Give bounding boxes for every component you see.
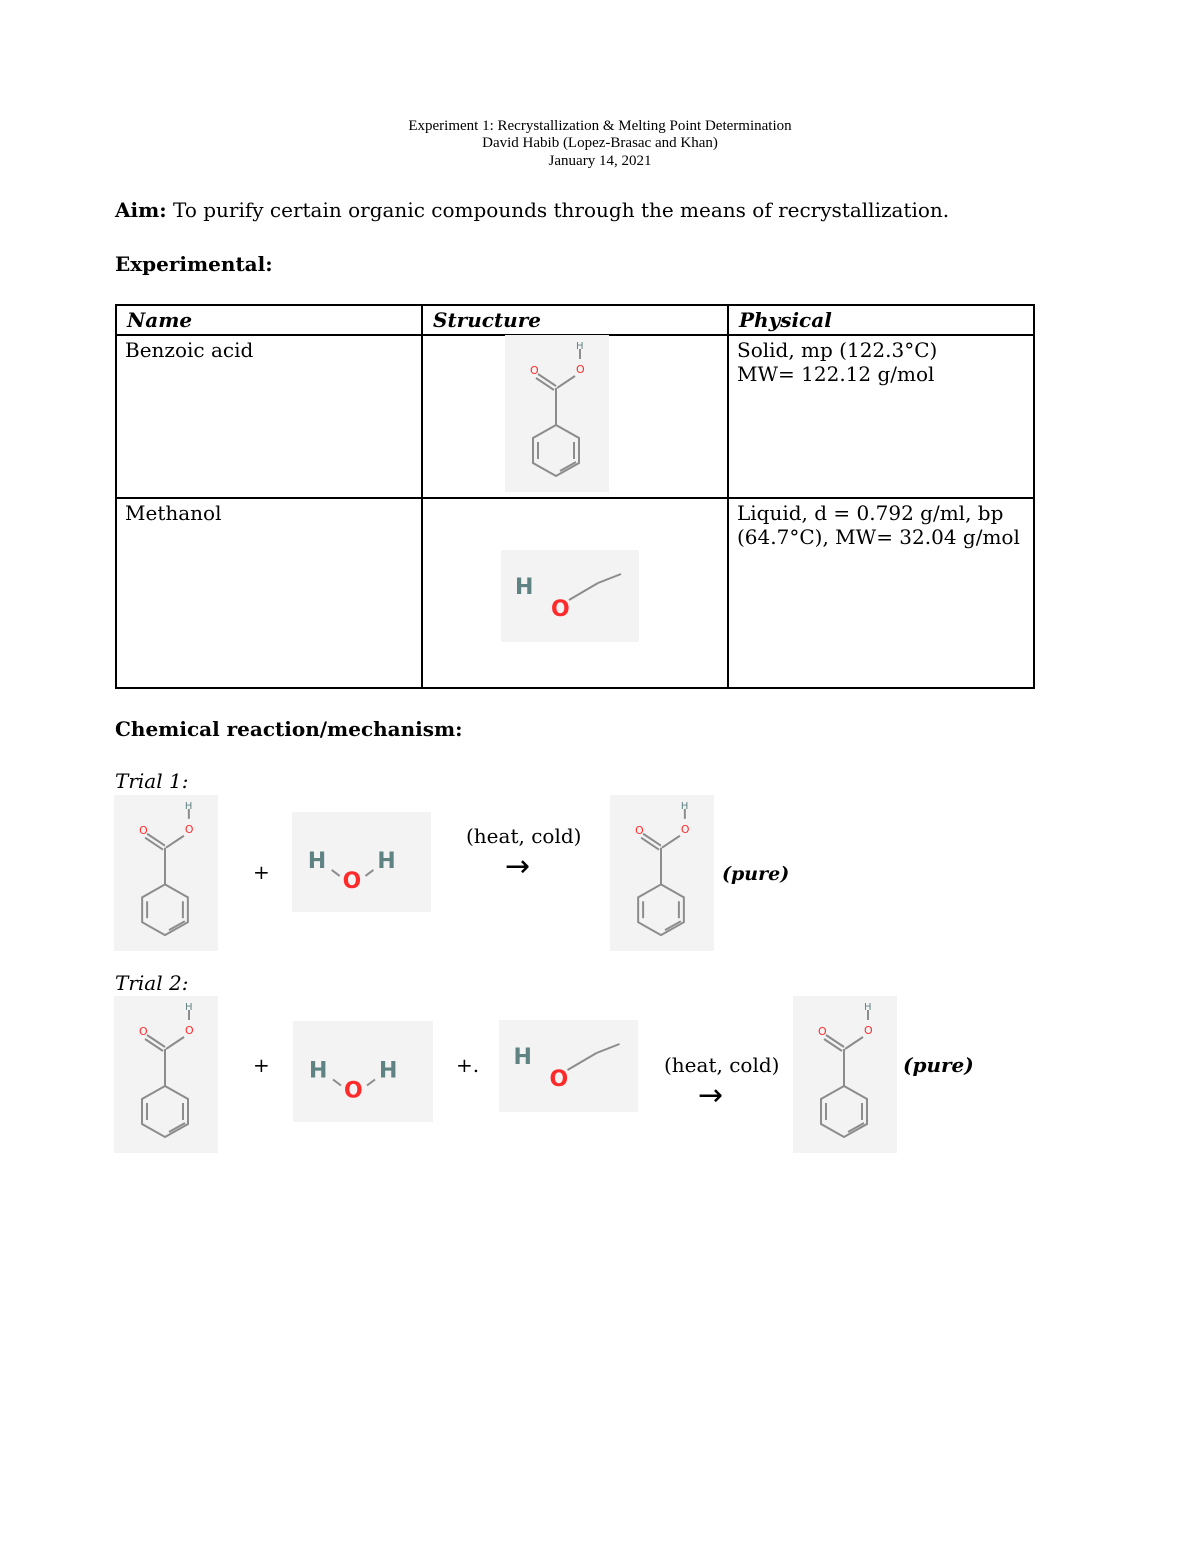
svg-text:H: H <box>184 800 193 812</box>
reaction-arrow-icon: → <box>698 1078 724 1113</box>
trial-1-label: Trial 1: <box>115 769 189 793</box>
document-date: January 14, 2021 <box>548 153 652 169</box>
column-header-name: Name <box>116 305 422 335</box>
benzoic-acid-structure-icon <box>610 795 714 951</box>
aim-label: Aim: <box>115 198 167 222</box>
reaction-arrow-icon: → <box>505 849 531 884</box>
svg-text:H: H <box>379 1058 398 1084</box>
compound-name: Benzoic acid <box>116 335 422 498</box>
plus-sign: + <box>253 1053 270 1077</box>
physical-cell <box>728 335 1034 498</box>
physical-line: MW= 122.12 g/mol <box>737 362 935 386</box>
svg-text:H: H <box>307 848 327 874</box>
svg-text:O: O <box>680 822 690 836</box>
document-title: Experiment 1: Recrystallization & Melting Point Determination <box>408 118 792 134</box>
svg-text:H: H <box>513 1045 532 1070</box>
reaction-heading: Chemical reaction/mechanism: <box>115 717 463 741</box>
column-header-structure: Structure <box>422 305 728 335</box>
column-header-physical: Physical <box>728 305 1034 335</box>
svg-text:H: H <box>515 575 534 600</box>
table-header-row <box>116 305 1034 335</box>
svg-text:O: O <box>551 597 570 622</box>
physical-line: Solid, mp (122.3°C) <box>737 338 938 362</box>
product-note: (pure) <box>722 863 790 885</box>
svg-text:H: H <box>680 800 689 812</box>
svg-text:O: O <box>864 1024 873 1037</box>
methanol-structure-icon <box>501 550 639 642</box>
svg-text:H: H <box>864 1002 872 1013</box>
physical-line: Liquid, d = 0.792 g/ml, bp <box>737 501 1004 525</box>
svg-text:H: H <box>309 1058 328 1084</box>
reaction-conditions: (heat, cold) <box>466 824 582 848</box>
aim-text: To purify certain organic compounds through the means of recrystallization. <box>166 198 950 222</box>
svg-text:O: O <box>549 1067 569 1092</box>
experimental-heading: Experimental: <box>115 252 273 276</box>
benzoic-acid-structure-icon <box>505 335 609 492</box>
plus-sign: +. <box>456 1053 480 1077</box>
product-note: (pure) <box>903 1053 974 1077</box>
aim-line <box>115 198 949 222</box>
benzoic-acid-structure-icon <box>793 996 897 1153</box>
svg-text:O: O <box>139 1025 148 1038</box>
svg-text:O: O <box>818 1025 827 1038</box>
water-structure-icon <box>292 812 431 912</box>
svg-text:H: H <box>377 848 396 874</box>
svg-text:O: O <box>530 364 539 377</box>
svg-text:O: O <box>184 822 194 836</box>
svg-text:O: O <box>139 823 148 837</box>
benzoic-acid-structure-icon <box>114 996 218 1153</box>
svg-text:O: O <box>344 1078 363 1104</box>
reaction-conditions: (heat, cold) <box>664 1053 780 1077</box>
water-structure-icon <box>293 1021 433 1122</box>
svg-text:H: H <box>576 341 584 352</box>
benzoic-acid-structure-icon <box>114 795 218 951</box>
document-author: David Habib (Lopez-Brasac and Khan) <box>482 135 718 151</box>
methanol-structure-icon <box>499 1020 638 1112</box>
svg-text:O: O <box>342 868 362 894</box>
svg-text:O: O <box>576 363 585 376</box>
physical-line: (64.7°C), MW= 32.04 g/mol <box>737 525 1020 549</box>
plus-sign: + <box>253 860 270 884</box>
trial-2-label: Trial 2: <box>115 971 189 995</box>
physical-cell <box>728 498 1034 688</box>
svg-text:O: O <box>185 1024 194 1037</box>
svg-text:O: O <box>635 823 644 837</box>
svg-text:H: H <box>185 1002 193 1013</box>
compound-name: Methanol <box>116 498 422 688</box>
